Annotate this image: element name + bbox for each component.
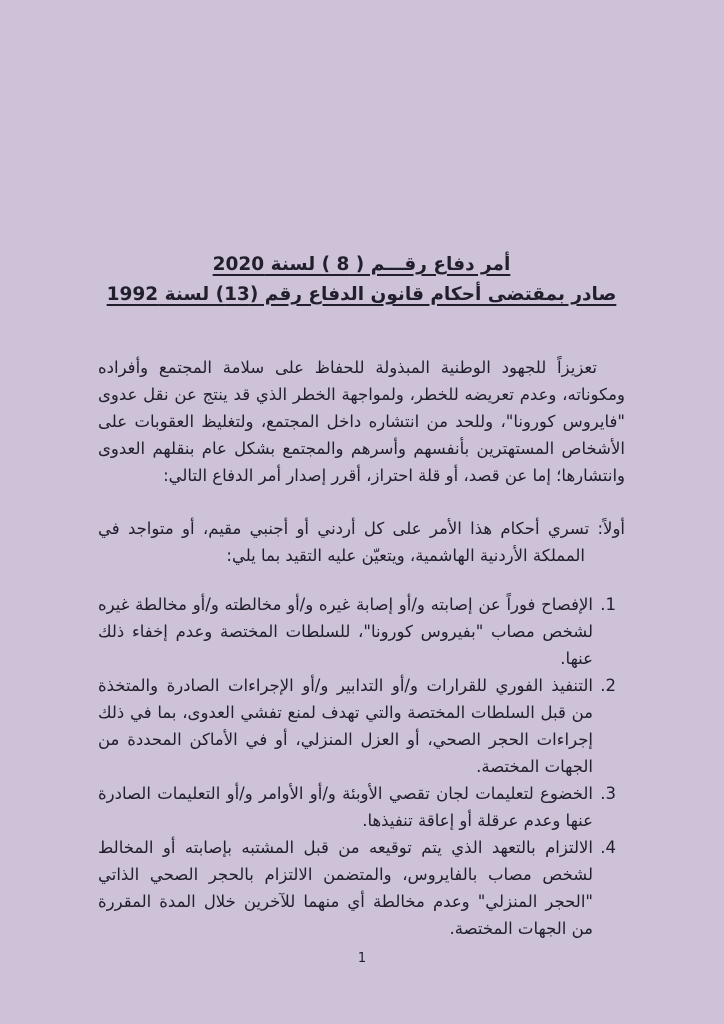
obligations-list [98,591,625,942]
document-title-line2: صادر بمقتضى أحكام قانون الدفاع رقم (13) لسنة 1992 [106,284,617,305]
clause-first: أولاً: تسري أحكام هذا الأمر على كل أردني أو أجنبي مقيم، أو متواجد في المملكة الأردنية الهاشمية، ويتعيّن عليه التقيد بما يلي: [98,519,625,565]
list-item-1: 1. الإفصاح فوراً عن إصابته و/أو إصابة غيره و/أو مخالطته و/أو مخالطة غيره لشخص مصاب "بفيروس كورونا"، للسلطات المختصة وعدم إخفاء ذلك عنها. [98,591,595,672]
document-title-line1: أمر دفاع رقـــم ( 8 ) لسنة 2020 [212,254,511,275]
list-item-2: 2. التنفيذ الفوري للقرارات و/أو التدابير و/أو الإجراءات الصادرة والمتخذة من قبل السلطات المختصة والتي تهدف لمنع تفشي العدوى، بما في ذلك إجراءات الحجر الصحي، أو العزل المنزلي، أو في الأماكن المحددة من الجهات المختصة. [98,672,595,780]
document-title [98,250,625,310]
list-item-3: 3. الخضوع لتعليمات لجان تقصي الأوبئة و/أو الأوامر و/أو التعليمات الصادرة عنها وعدم عرقلة أو إعاقة تنفيذها. [98,780,595,834]
preamble-paragraph: تعزيزاً للجهود الوطنية المبذولة للحفاظ على سلامة المجتمع وأفراده ومكوناته، وعدم تعريضه للخطر، ولمواجهة الخطر الذي قد ينتج عن نقل عدوى "فايروس كورونا"، وللحد من انتشاره داخل المجتمع، ولتغليظ العقوبات على الأشخاص المستهترين بأنفسهم وأسرهم والمجتمع بشكل عام بنقلهم العدوى وانتشارها؛ إما عن قصد، أو قلة احتراز، أقرر إصدار أمر الدفاع التالي: [98,358,625,485]
document-content [98,250,625,942]
list-item-4: 4. الالتزام بالتعهد الذي يتم توقيعه من قبل المشتبه بإصابته أو المخالط لشخص مصاب بالفايروس، والمتضمن الالتزام بالحجر الصحي الذاتي "الحجر المنزلي" وعدم مخالطة أي منهما للآخرين خلال المدة المقررة من الجهات المختصة. [98,834,595,942]
page-number: 1 [357,951,367,966]
